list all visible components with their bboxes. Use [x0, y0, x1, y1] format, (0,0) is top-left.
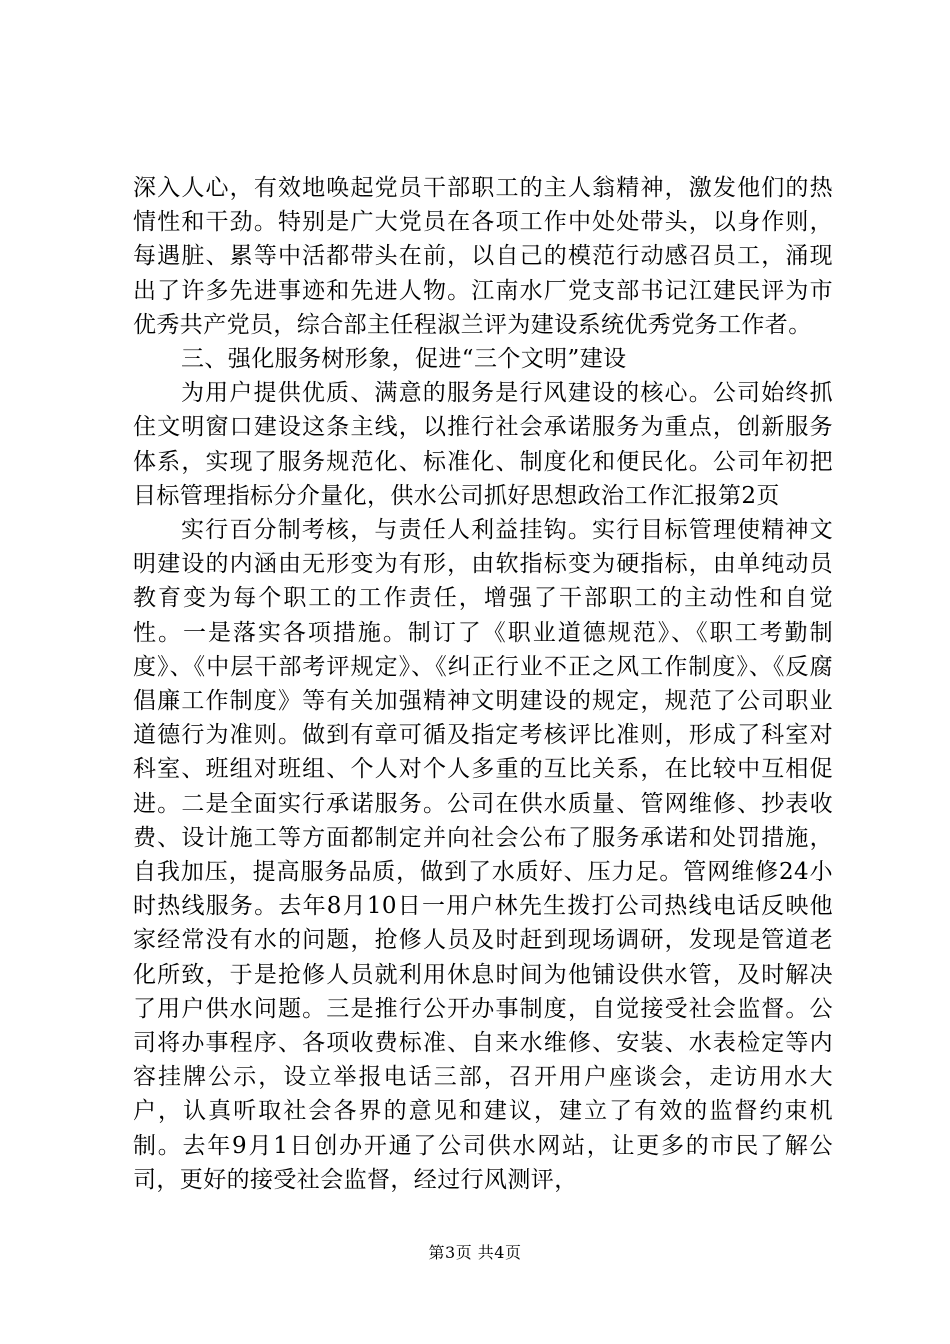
paragraph-party-members: 深入人心，有效地唤起党员干部职工的主人翁精神，激发他们的热情性和干劲。特别是广大党员在各项工作中处处带头，以身作则，每遇脏、累等中活都带头在前，以自己的模范行动感召员工，涌现出了许多先进事迹和先进人物。江南水厂党支部书记江建民评为市优秀共产党员，综合部主任程淑兰评为建设系统优秀党务工作者。: [133, 175, 833, 338]
paragraph-assessment: 实行百分制考核，与责任人利益挂钩。实行目标管理使精神文明建设的内涵由无形变为有形，由软指标变为硬指标，由单纯动员教育变为每个职工的工作责任，增强了干部职工的主动性和自觉性。一是落实各项措施。制订了《职业道德规范》、《职工考勤制度》、《中层干部考评规定》、《纠正行业不正之风工作制度》、《反腐倡廉工作制度》等有关加强精神文明建设的规定，规范了公司职业道德行为准则。做到有章可循及指定考核评比准则，形成了科室对科室、班组对班组、个人对个人多重的互比关系，在比较中互相促进。二是全面实行承诺服务。公司在供水质量、管网维修、抄表收费、设计施工等方面都制定并向社会公布了服务承诺和处罚措施，自我加压，提高服务品质，做到了水质好、压力足。管网维修24小时热线服务。去年8月10日一用户林先生拨打公司热线电话反映他家经常没有水的问题，抢修人员及时赶到现场调研，发现是管道老化所致，于是抢修人员就利用休息时间为他铺设供水管，及时解决了用户供水问题。三是推行公开办事制度，自觉接受社会监督。公司将办事程序、各项收费标准、自来水维修、安装、水表检定等内容挂牌公示，设立举报电话三部，召开用户座谈会，走访用水大户，认真听取社会各界的意见和建议，建立了有效的监督约束机制。去年9月1日创办开通了公司供水网站，让更多的市民了解公司，更好的接受社会监督，经过行风测评，: [133, 517, 833, 1193]
section-heading-three: 三、强化服务树形象，促进“三个文明”建设: [181, 346, 627, 373]
page-footer: [0, 1243, 950, 1263]
page-number-label: 第3页 共4页: [428, 1243, 522, 1262]
paragraph-service-core: 为用户提供优质、满意的服务是行风建设的核心。公司始终抓住文明窗口建设这条主线，以推行社会承诺服务为重点，创新服务体系，实现了服务规范化、标准化、制度化和便民化。公司年初把目标管理指标分介量化，供水公司抓好思想政治工作汇报第2页: [133, 380, 833, 509]
document-body: [133, 171, 833, 1197]
